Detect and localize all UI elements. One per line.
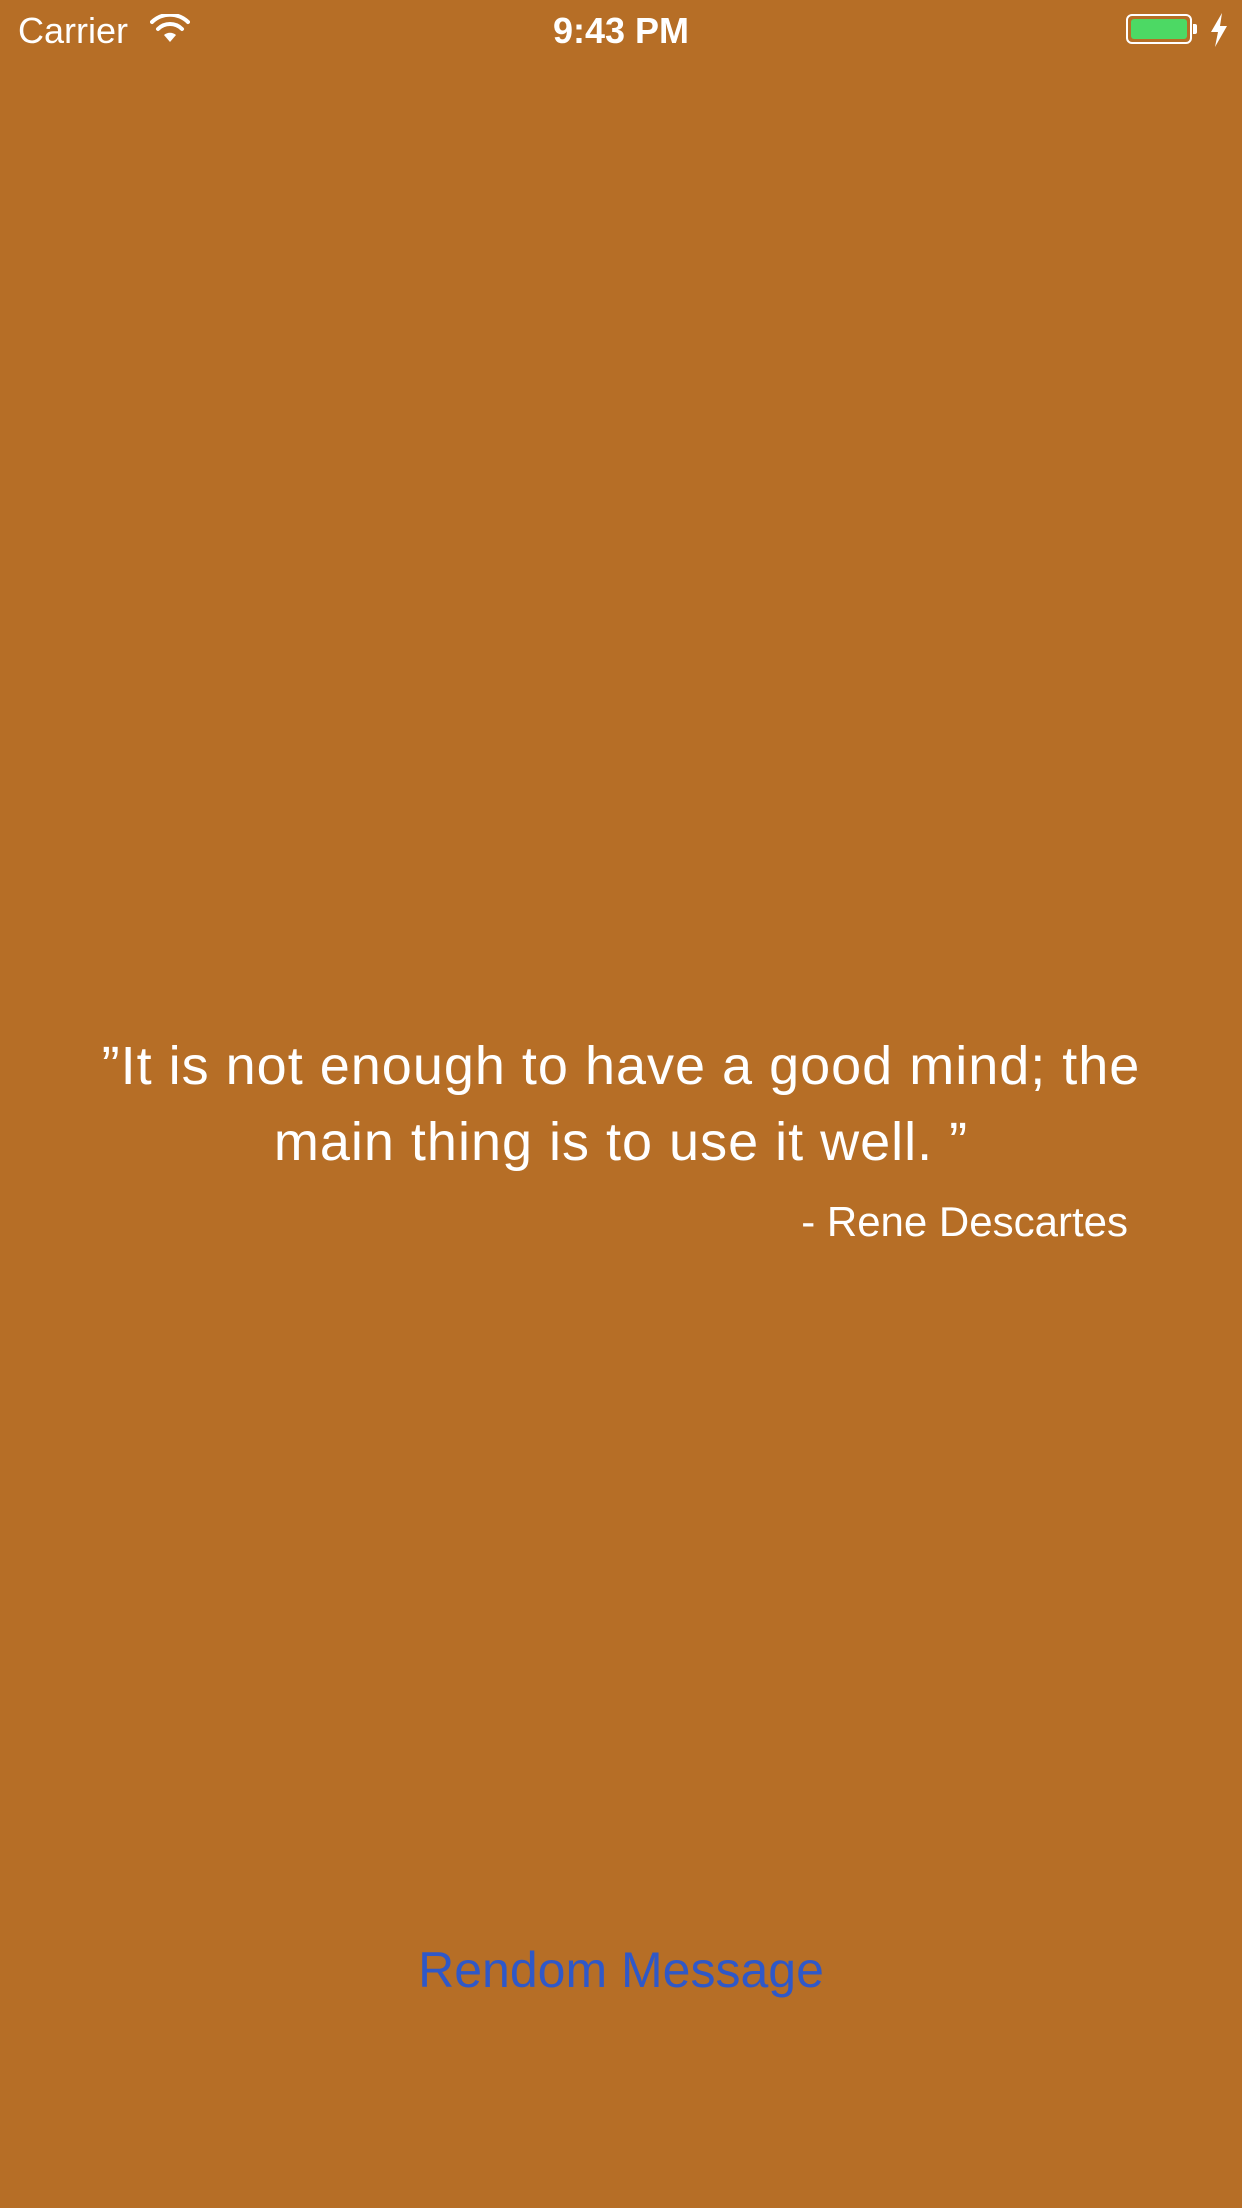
quote-text: ”It is not enough to have a good mind; the main thing is to use it well. ” xyxy=(101,1036,1141,1172)
random-message-button[interactable]: Rendom Message xyxy=(0,1940,1242,2000)
battery-icon xyxy=(1126,14,1200,46)
battery-level xyxy=(1131,19,1187,39)
charging-bolt-icon xyxy=(1208,12,1230,48)
carrier-label: Carrier xyxy=(18,10,129,51)
battery-tip xyxy=(1193,24,1197,34)
quote-block xyxy=(40,1028,1202,1250)
status-bar xyxy=(0,0,1242,60)
quote-author: - Rene Descartes xyxy=(801,1198,1128,1245)
status-time: 9:43 PM xyxy=(552,10,690,51)
battery-outline xyxy=(1126,14,1192,44)
